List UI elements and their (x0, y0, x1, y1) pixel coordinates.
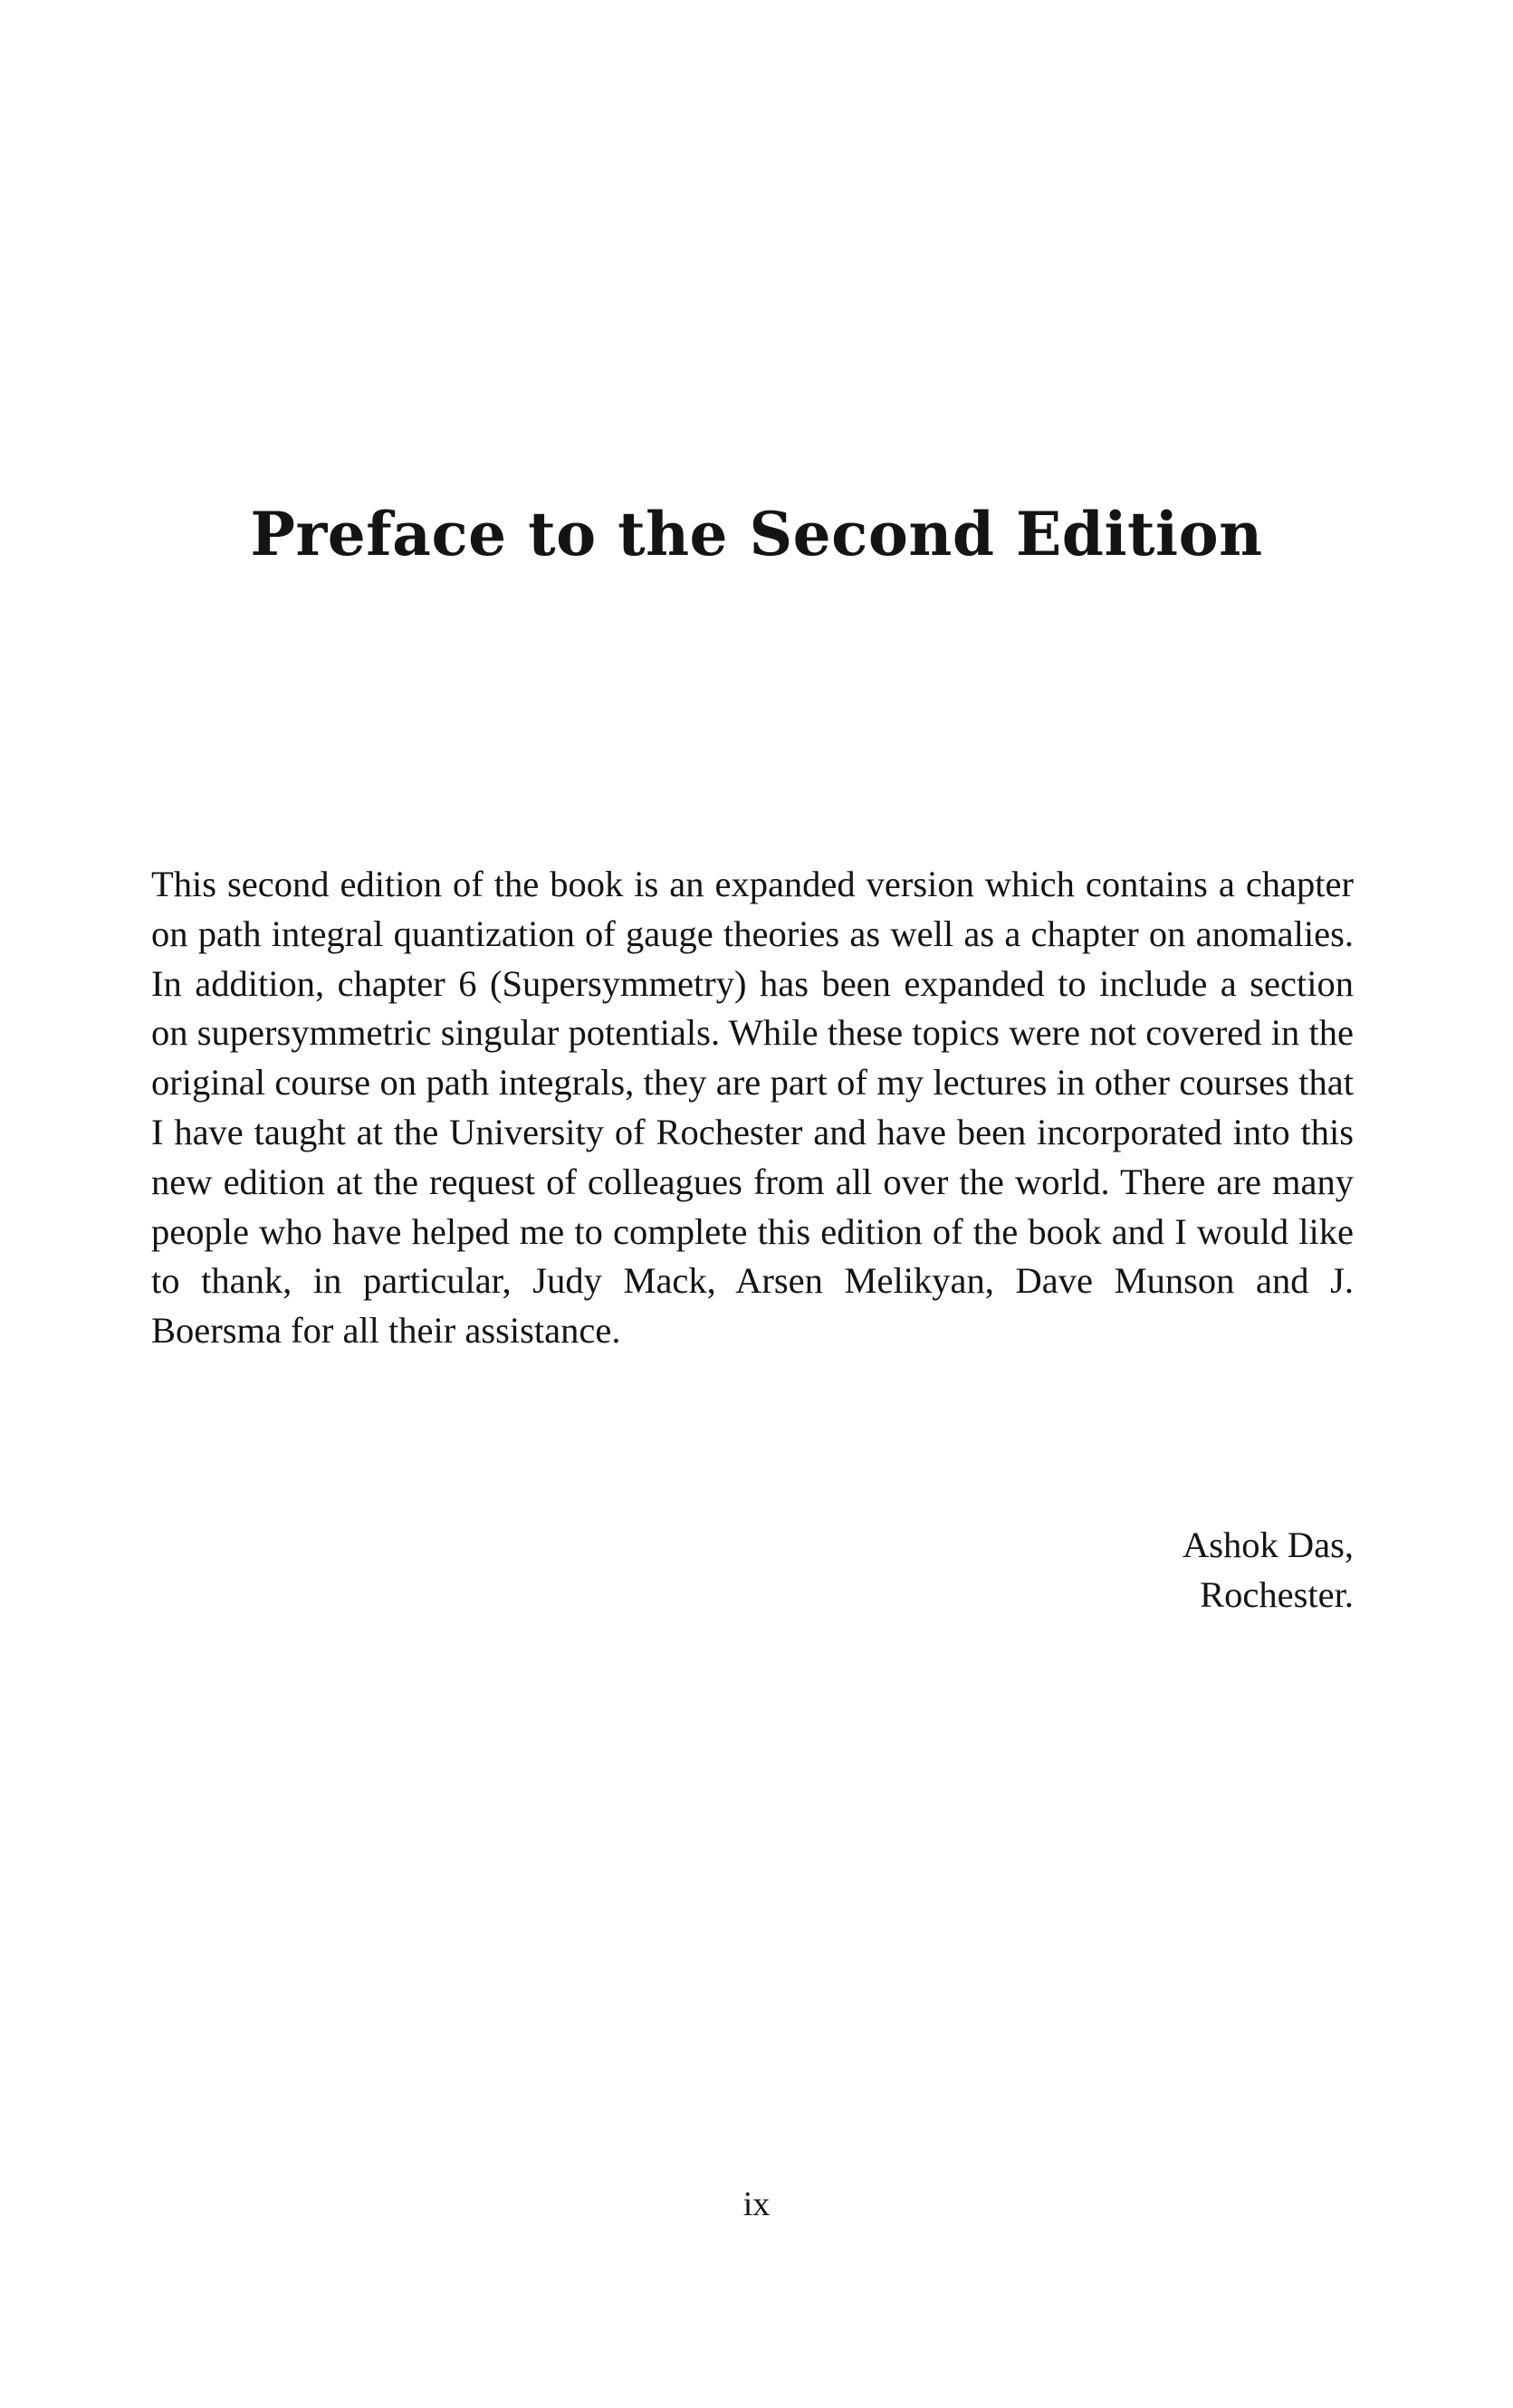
page-number: ix (742, 2185, 771, 2223)
page-title: Preface to the Second Edition (250, 499, 1263, 569)
signature-block (1183, 1521, 1354, 1620)
preface-paragraph: This second edition of the book is an expanded version which contains a chapter on path integral quantization of gauge theories as well as a chapter on anomalies. In addition, chapter 6 (Supersymmetry) has been expanded to include a section on supersymmetric singular potentials. While these topics were not covered in the original course on path integrals, they are part of my lectures in other courses that I have taught at the University of Rochester and have been incorporated into this new edition at the request of colleagues from all over the world. There are many people who have helped me to complete this edition of the book and I would like to thank, in particular, Judy Mack, Arsen Melikyan, Dave Munson and J. Boersma for all their assistance. (151, 864, 1354, 1352)
signature-author: Ashok Das, (1183, 1524, 1354, 1565)
signature-location: Rochester. (1200, 1573, 1354, 1615)
